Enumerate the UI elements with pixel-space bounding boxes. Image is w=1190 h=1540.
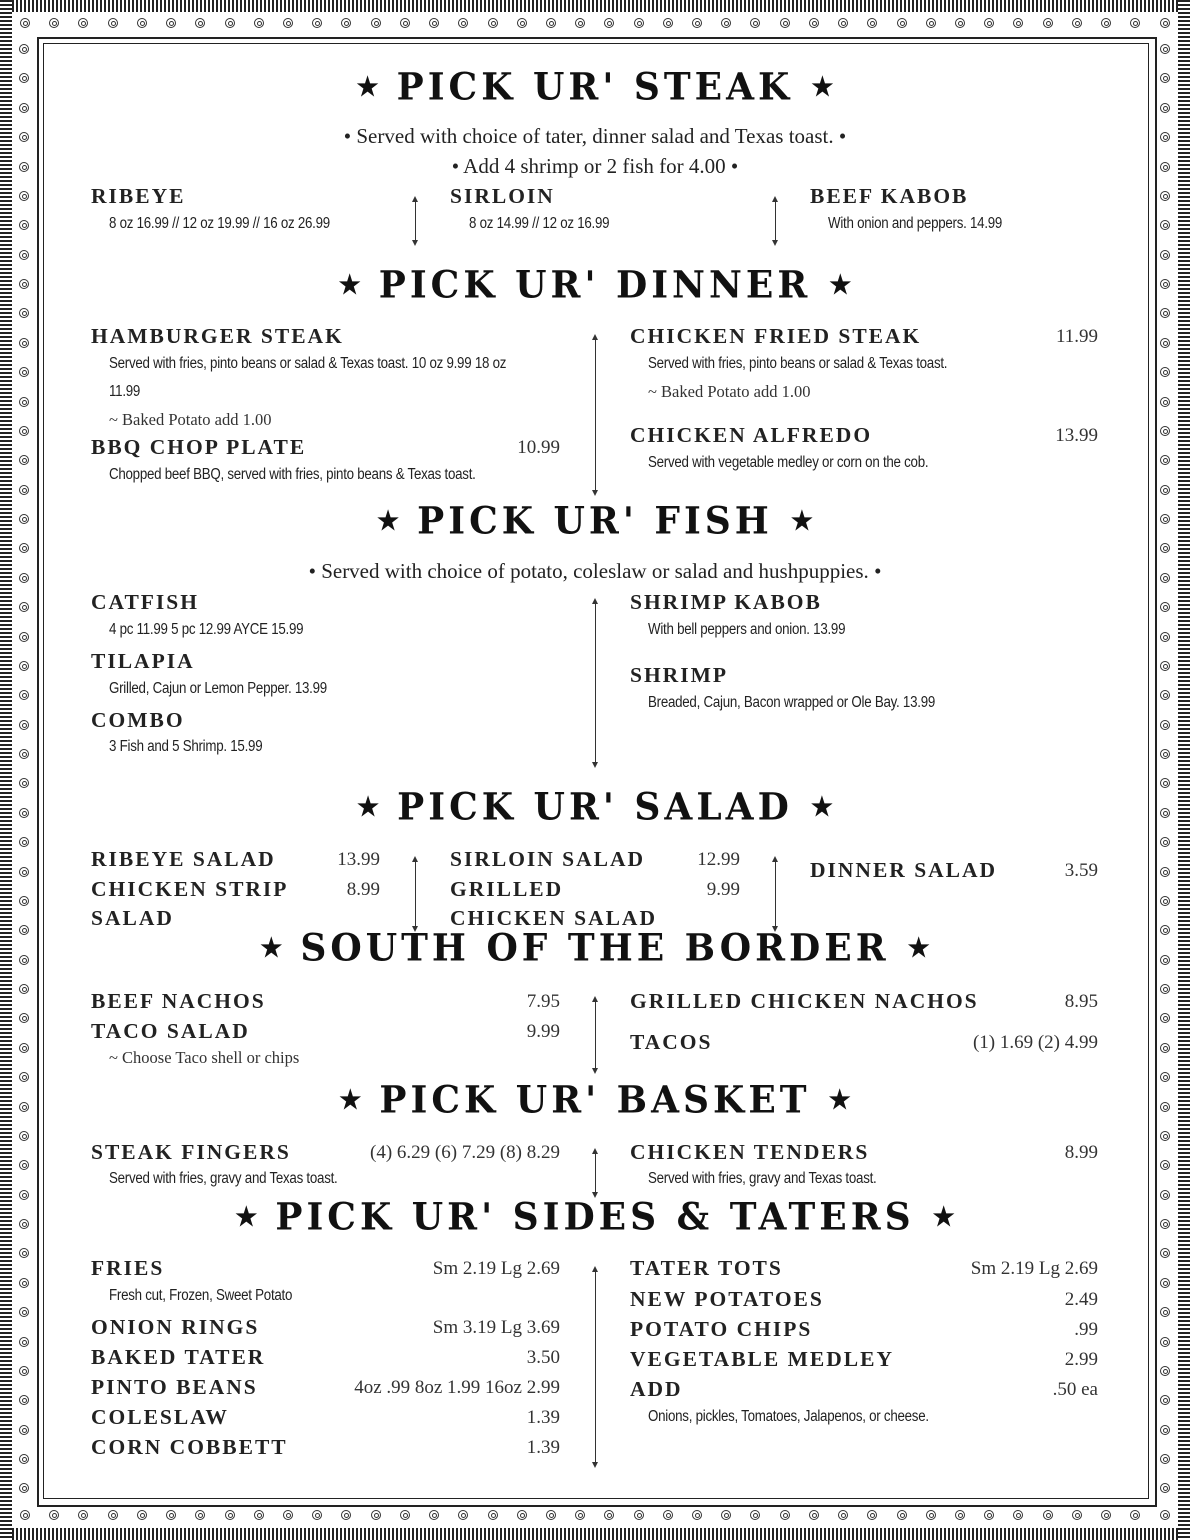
swirl-ornament-icon — [604, 1510, 614, 1520]
swirl-ornament-icon — [838, 18, 848, 28]
sides-title: PICK UR' SIDES & TATERS — [275, 1194, 915, 1240]
tilapia-desc: Grilled, Cajun or Lemon Pepper. 13.99 — [109, 680, 327, 697]
swirl-ornament-icon — [1101, 18, 1111, 28]
vegetable-medley-name: VEGETABLE MEDLEY — [630, 1347, 894, 1371]
swirl-ornament-icon — [692, 1510, 702, 1520]
swirl-ornament-icon — [1160, 485, 1170, 495]
corn-cobbett-price: 1.39 — [526, 1437, 560, 1458]
swirl-ornament-icon — [20, 1510, 30, 1520]
star-icon: ★ — [827, 1082, 853, 1117]
swirl-ornament-icon — [517, 1510, 527, 1520]
chicken-fried-steak-sub: ~ Baked Potato add 1.00 — [648, 382, 811, 401]
swirl-ornament-icon — [19, 602, 29, 612]
swirl-ornament-icon — [19, 426, 29, 436]
swirl-ornament-icon — [1160, 543, 1170, 553]
swirl-ornament-icon — [604, 18, 614, 28]
tacos-price: (1) 1.69 (2) 4.99 — [972, 1032, 1098, 1053]
hamburger-steak-sub: ~ Baked Potato add 1.00 — [109, 410, 272, 429]
hamburger-steak-name: HAMBURGER STEAK — [91, 324, 344, 348]
swirl-ornament-icon — [312, 1510, 322, 1520]
swirl-ornament-icon — [1160, 308, 1170, 318]
steak-fingers-name: STEAK FINGERS — [91, 1140, 291, 1164]
swirl-ornament-icon — [517, 18, 527, 28]
swirl-ornament-icon — [283, 18, 293, 28]
ribeye-desc: 8 oz 16.99 // 12 oz 19.99 // 16 oz 26.99 — [109, 215, 330, 232]
top-stripe-border — [0, 0, 1190, 12]
swirl-ornament-icon — [19, 1337, 29, 1347]
catfish-name: CATFISH — [91, 590, 199, 614]
swirl-ornament-icon — [1160, 44, 1170, 54]
grilled-chicken-salad-price: 9.99 — [706, 879, 740, 900]
baked-tater-price: 3.50 — [526, 1347, 560, 1368]
swirl-ornament-icon — [1160, 1131, 1170, 1141]
swirl-ornament-icon — [19, 896, 29, 906]
swirl-ornament-icon — [1160, 455, 1170, 465]
swirl-ornament-icon — [108, 18, 118, 28]
swirl-ornament-icon — [575, 18, 585, 28]
swirl-ornament-icon — [137, 1510, 147, 1520]
swirl-ornament-icon — [19, 1425, 29, 1435]
tilapia-name: TILAPIA — [91, 649, 195, 673]
swirl-ornament-icon — [1160, 1366, 1170, 1376]
swirl-ornament-icon — [19, 1043, 29, 1053]
swirl-ornament-icon — [1160, 984, 1170, 994]
swirl-ornament-icon — [49, 1510, 59, 1520]
star-icon: ★ — [375, 503, 401, 538]
swirl-ornament-icon — [1160, 896, 1170, 906]
swirl-ornament-icon — [19, 485, 29, 495]
swirl-ornament-icon — [19, 308, 29, 318]
shrimp-kabob-name: SHRIMP KABOB — [630, 590, 822, 614]
swirl-ornament-icon — [663, 18, 673, 28]
swirl-ornament-icon — [19, 749, 29, 759]
coleslaw-price: 1.39 — [526, 1407, 560, 1428]
swirl-ornament-icon — [1160, 397, 1170, 407]
swirl-ornament-icon — [1013, 18, 1023, 28]
tacos-name: TACOS — [630, 1030, 713, 1054]
swirl-ornament-icon — [1160, 1425, 1170, 1435]
swirl-ornament-icon — [1160, 720, 1170, 730]
vegetable-medley-price: 2.99 — [1064, 1349, 1098, 1370]
onion-rings-name: ONION RINGS — [91, 1315, 260, 1339]
swirl-ornament-icon — [19, 837, 29, 847]
swirl-ornament-icon — [488, 1510, 498, 1520]
swirl-ornament-icon — [458, 1510, 468, 1520]
fish-title: PICK UR' FISH — [417, 498, 773, 544]
swirl-ornament-icon — [19, 1278, 29, 1288]
left-stripe-border — [0, 0, 12, 1540]
swirl-ornament-icon — [1101, 1510, 1111, 1520]
swirl-ornament-icon — [400, 1510, 410, 1520]
star-icon: ★ — [809, 69, 835, 104]
onion-rings-price: Sm 3.19 Lg 3.69 — [432, 1317, 560, 1338]
swirl-ornament-icon — [429, 18, 439, 28]
swirl-ornament-icon — [137, 18, 147, 28]
swirl-ornament-icon — [195, 1510, 205, 1520]
swirl-ornament-icon — [225, 1510, 235, 1520]
swirl-ornament-icon — [19, 1307, 29, 1317]
taco-salad-sub: ~ Choose Taco shell or chips — [109, 1048, 300, 1067]
swirl-ornament-icon — [371, 1510, 381, 1520]
swirl-ornament-icon — [780, 18, 790, 28]
swirl-ornament-icon — [867, 1510, 877, 1520]
fish-note: • Served with choice of potato, coleslaw or salad and hushpuppies. • — [308, 559, 882, 583]
swirl-ornament-icon — [897, 1510, 907, 1520]
swirl-ornament-icon — [1160, 749, 1170, 759]
fries-price: Sm 2.19 Lg 2.69 — [432, 1258, 560, 1279]
hamburger-steak-desc: Served with fries, pinto beans or salad & Texas toast. 10 oz 9.99 18 oz 11.99 — [109, 355, 507, 400]
border-title: SOUTH OF THE BORDER — [300, 925, 890, 971]
swirl-ornament-icon — [1160, 690, 1170, 700]
swirl-ornament-icon — [225, 18, 235, 28]
steak-title: PICK UR' STEAK — [396, 64, 794, 110]
swirl-ornament-icon — [371, 18, 381, 28]
swirl-ornament-icon — [19, 338, 29, 348]
swirl-ornament-icon — [1160, 1013, 1170, 1023]
sirloin-salad-name: SIRLOIN SALAD — [450, 847, 646, 871]
swirl-ornament-icon — [750, 18, 760, 28]
swirl-ornament-icon — [1160, 1278, 1170, 1288]
swirl-ornament-icon — [867, 18, 877, 28]
swirl-ornament-icon — [1160, 1248, 1170, 1258]
swirl-ornament-icon — [19, 661, 29, 671]
star-icon: ★ — [906, 930, 932, 965]
steak-note-1: • Served with choice of tater, dinner salad and Texas toast. • — [343, 124, 847, 148]
dinner-salad-name: DINNER SALAD — [810, 858, 998, 882]
swirl-ornament-icon — [1160, 632, 1170, 642]
beef-nachos-name: BEEF NACHOS — [91, 989, 266, 1013]
star-icon: ★ — [809, 789, 835, 824]
beef-kabob-desc: With onion and peppers. 14.99 — [828, 215, 1003, 232]
inner-frame — [43, 43, 1149, 1499]
swirl-ornament-icon — [634, 1510, 644, 1520]
sides-header — [0, 1195, 1190, 1239]
swirl-ornament-icon — [809, 1510, 819, 1520]
swirl-ornament-icon — [1160, 338, 1170, 348]
swirl-ornament-icon — [19, 867, 29, 877]
swirl-ornament-icon — [254, 1510, 264, 1520]
swirl-ornament-icon — [1160, 250, 1170, 260]
swirl-ornament-icon — [341, 1510, 351, 1520]
add-price: .50 ea — [1052, 1379, 1098, 1400]
swirl-ornament-icon — [283, 1510, 293, 1520]
star-icon: ★ — [931, 1199, 957, 1234]
swirl-ornament-icon — [19, 984, 29, 994]
swirl-ornament-icon — [19, 397, 29, 407]
star-icon: ★ — [827, 267, 853, 302]
star-icon: ★ — [789, 503, 815, 538]
swirl-ornament-icon — [1160, 1337, 1170, 1347]
chicken-strip-salad-name-1: CHICKEN STRIP — [91, 877, 289, 901]
beef-kabob-name: BEEF KABOB — [810, 184, 969, 208]
swirl-ornament-icon — [19, 632, 29, 642]
dinner-header — [0, 263, 1190, 307]
dinner-salad-price: 3.59 — [1064, 860, 1098, 881]
swirl-ornament-icon — [1160, 1454, 1170, 1464]
swirl-ornament-icon — [897, 18, 907, 28]
swirl-ornament-icon — [1160, 837, 1170, 847]
double-arrow-divider-icon — [415, 198, 416, 244]
chicken-fried-steak-desc: Served with fries, pinto beans or salad & Texas toast. — [648, 355, 948, 372]
swirl-ornament-icon — [1160, 18, 1170, 28]
swirl-ornament-icon — [1130, 1510, 1140, 1520]
steak-fingers-price: (4) 6.29 (6) 7.29 (8) 8.29 — [370, 1142, 560, 1163]
baked-tater-name: BAKED TATER — [91, 1345, 266, 1369]
fries-name: FRIES — [91, 1256, 165, 1280]
swirl-ornament-icon — [19, 44, 29, 54]
grilled-chicken-nachos-name: GRILLED CHICKEN NACHOS — [630, 989, 979, 1013]
bbq-chop-desc: Chopped beef BBQ, served with fries, pinto beans & Texas toast. — [109, 466, 476, 483]
pinto-beans-name: PINTO BEANS — [91, 1375, 258, 1399]
chicken-strip-salad-name-2: SALAD — [91, 906, 174, 930]
swirl-ornament-icon — [78, 18, 88, 28]
steak-note-1-text: Served with choice of tater, dinner salad and Texas toast. — [356, 124, 834, 148]
ribeye-salad-price: 13.99 — [337, 849, 380, 870]
swirl-ornament-icon — [575, 1510, 585, 1520]
swirl-ornament-icon — [1160, 426, 1170, 436]
steak-header — [0, 65, 1190, 109]
steak-fingers-desc: Served with fries, gravy and Texas toast. — [109, 1170, 338, 1187]
swirl-ornament-icon — [19, 455, 29, 465]
swirl-ornament-icon — [692, 18, 702, 28]
swirl-ornament-icon — [78, 1510, 88, 1520]
grilled-chicken-nachos-price: 8.95 — [1064, 991, 1098, 1012]
sirloin-name: SIRLOIN — [450, 184, 555, 208]
swirl-ornament-icon — [488, 18, 498, 28]
star-icon: ★ — [233, 1199, 259, 1234]
right-stripe-border — [1178, 0, 1190, 1540]
swirl-ornament-icon — [1130, 18, 1140, 28]
swirl-ornament-icon — [19, 250, 29, 260]
swirl-ornament-icon — [19, 720, 29, 730]
star-icon: ★ — [258, 930, 284, 965]
shrimp-name: SHRIMP — [630, 663, 728, 687]
coleslaw-name: COLESLAW — [91, 1405, 229, 1429]
swirl-ornament-icon — [1013, 1510, 1023, 1520]
swirl-ornament-icon — [838, 1510, 848, 1520]
dinner-title: PICK UR' DINNER — [378, 262, 812, 308]
sirloin-salad-price: 12.99 — [697, 849, 740, 870]
swirl-ornament-icon — [1072, 1510, 1082, 1520]
steak-note-2-text: Add 4 shrimp or 2 fish for 4.00 — [463, 154, 726, 178]
chicken-fried-steak-name: CHICKEN FRIED STEAK — [630, 324, 922, 348]
swirl-ornament-icon — [809, 18, 819, 28]
swirl-ornament-icon — [1160, 1160, 1170, 1170]
swirl-ornament-icon — [19, 1160, 29, 1170]
swirl-ornament-icon — [19, 690, 29, 700]
ribeye-name: RIBEYE — [91, 184, 186, 208]
add-desc: Onions, pickles, Tomatoes, Jalapenos, or cheese. — [648, 1408, 929, 1425]
salad-header — [0, 785, 1190, 829]
fish-header — [0, 499, 1190, 543]
swirl-ornament-icon — [400, 18, 410, 28]
potato-chips-price: .99 — [1074, 1319, 1098, 1340]
star-icon: ★ — [337, 1082, 363, 1117]
catfish-desc: 4 pc 11.99 5 pc 12.99 AYCE 15.99 — [109, 621, 304, 638]
star-icon: ★ — [355, 789, 381, 824]
chicken-tenders-desc: Served with fries, gravy and Texas toast. — [648, 1170, 877, 1187]
swirl-ornament-icon — [19, 367, 29, 377]
right-swirl-column — [1160, 44, 1170, 1494]
double-arrow-divider-icon — [415, 858, 416, 930]
swirl-ornament-icon — [721, 18, 731, 28]
swirl-ornament-icon — [1160, 1307, 1170, 1317]
basket-title: PICK UR' BASKET — [379, 1077, 811, 1123]
swirl-ornament-icon — [19, 1454, 29, 1464]
chicken-alfredo-price: 13.99 — [1055, 425, 1098, 446]
swirl-ornament-icon — [1160, 220, 1170, 230]
swirl-ornament-icon — [429, 1510, 439, 1520]
swirl-ornament-icon — [546, 18, 556, 28]
swirl-ornament-icon — [1160, 867, 1170, 877]
swirl-ornament-icon — [955, 1510, 965, 1520]
salad-title: PICK UR' SALAD — [397, 784, 793, 830]
swirl-ornament-icon — [1160, 1043, 1170, 1053]
pinto-beans-price: 4oz .99 8oz 1.99 16oz 2.99 — [354, 1377, 560, 1398]
swirl-ornament-icon — [19, 1395, 29, 1405]
swirl-ornament-icon — [108, 1510, 118, 1520]
double-arrow-divider-icon — [595, 998, 596, 1072]
beef-nachos-price: 7.95 — [526, 991, 560, 1012]
swirl-ornament-icon — [780, 1510, 790, 1520]
swirl-ornament-icon — [663, 1510, 673, 1520]
combo-name: COMBO — [91, 708, 185, 732]
border-header — [0, 926, 1190, 970]
grilled-chicken-salad-name-2: CHICKEN SALAD — [450, 906, 657, 930]
taco-salad-price: 9.99 — [526, 1021, 560, 1042]
shrimp-desc: Breaded, Cajun, Bacon wrapped or Ole Bay. 13.99 — [648, 694, 936, 711]
bottom-stripe-border — [0, 1528, 1190, 1540]
star-icon: ★ — [337, 267, 363, 302]
double-arrow-divider-icon — [775, 198, 776, 244]
swirl-ornament-icon — [1072, 18, 1082, 28]
swirl-ornament-icon — [955, 18, 965, 28]
swirl-ornament-icon — [166, 18, 176, 28]
swirl-ornament-icon — [1160, 602, 1170, 612]
new-potatoes-price: 2.49 — [1064, 1289, 1098, 1310]
swirl-ornament-icon — [1160, 1510, 1170, 1520]
swirl-ornament-icon — [19, 1131, 29, 1141]
swirl-ornament-icon — [19, 1248, 29, 1258]
swirl-ornament-icon — [195, 18, 205, 28]
swirl-ornament-icon — [19, 543, 29, 553]
chicken-tenders-price: 8.99 — [1064, 1142, 1098, 1163]
ribeye-salad-name: RIBEYE SALAD — [91, 847, 276, 871]
swirl-ornament-icon — [458, 18, 468, 28]
swirl-ornament-icon — [1160, 661, 1170, 671]
tater-tots-name: TATER TOTS — [630, 1256, 783, 1280]
swirl-ornament-icon — [634, 18, 644, 28]
swirl-ornament-icon — [1160, 191, 1170, 201]
swirl-ornament-icon — [750, 1510, 760, 1520]
double-arrow-divider-icon — [595, 600, 596, 766]
swirl-ornament-icon — [312, 18, 322, 28]
swirl-ornament-icon — [984, 1510, 994, 1520]
double-arrow-divider-icon — [595, 336, 596, 494]
swirl-ornament-icon — [254, 18, 264, 28]
swirl-ornament-icon — [20, 18, 30, 28]
steak-note-2: • Add 4 shrimp or 2 fish for 4.00 • — [451, 154, 739, 178]
corn-cobbett-name: CORN COBBETT — [91, 1435, 288, 1459]
chicken-fried-steak-price: 11.99 — [1055, 326, 1098, 347]
taco-salad-name: TACO SALAD — [91, 1019, 250, 1043]
swirl-ornament-icon — [19, 220, 29, 230]
double-arrow-divider-icon — [775, 858, 776, 930]
bbq-chop-name: BBQ CHOP PLATE — [91, 435, 307, 459]
swirl-ornament-icon — [19, 1013, 29, 1023]
swirl-ornament-icon — [546, 1510, 556, 1520]
swirl-ornament-icon — [926, 1510, 936, 1520]
add-name: ADD — [630, 1377, 683, 1401]
bbq-chop-price: 10.99 — [517, 437, 560, 458]
double-arrow-divider-icon — [595, 1268, 596, 1466]
fries-desc: Fresh cut, Frozen, Sweet Potato — [109, 1287, 293, 1304]
fish-note-text: Served with choice of potato, coleslaw or salad and hushpuppies. — [321, 559, 869, 583]
chicken-alfredo-desc: Served with vegetable medley or corn on the cob. — [648, 454, 929, 471]
swirl-ornament-icon — [19, 1483, 29, 1493]
swirl-ornament-icon — [341, 18, 351, 28]
swirl-ornament-icon — [19, 191, 29, 201]
chicken-alfredo-name: CHICKEN ALFREDO — [630, 423, 873, 447]
chicken-tenders-name: CHICKEN TENDERS — [630, 1140, 870, 1164]
swirl-ornament-icon — [721, 1510, 731, 1520]
swirl-ornament-icon — [984, 18, 994, 28]
basket-header — [0, 1078, 1190, 1122]
tater-tots-price: Sm 2.19 Lg 2.69 — [970, 1258, 1098, 1279]
left-swirl-column — [19, 44, 29, 1494]
shrimp-kabob-desc: With bell peppers and onion. 13.99 — [648, 621, 846, 638]
swirl-ornament-icon — [1160, 367, 1170, 377]
swirl-ornament-icon — [166, 1510, 176, 1520]
chicken-strip-salad-price: 8.99 — [346, 879, 380, 900]
swirl-ornament-icon — [1160, 1395, 1170, 1405]
swirl-ornament-icon — [19, 1366, 29, 1376]
swirl-ornament-icon — [49, 18, 59, 28]
top-swirl-row — [20, 18, 1170, 28]
star-icon: ★ — [354, 69, 381, 104]
double-arrow-divider-icon — [595, 1150, 596, 1196]
swirl-ornament-icon — [926, 18, 936, 28]
swirl-ornament-icon — [1160, 1483, 1170, 1493]
swirl-ornament-icon — [1043, 18, 1053, 28]
grilled-chicken-salad-name-1: GRILLED — [450, 877, 564, 901]
new-potatoes-name: NEW POTATOES — [630, 1287, 824, 1311]
bottom-swirl-row — [20, 1510, 1170, 1520]
combo-desc: 3 Fish and 5 Shrimp. 15.99 — [109, 738, 263, 755]
sirloin-desc: 8 oz 14.99 // 12 oz 16.99 — [469, 215, 610, 232]
potato-chips-name: POTATO CHIPS — [630, 1317, 813, 1341]
swirl-ornament-icon — [1043, 1510, 1053, 1520]
